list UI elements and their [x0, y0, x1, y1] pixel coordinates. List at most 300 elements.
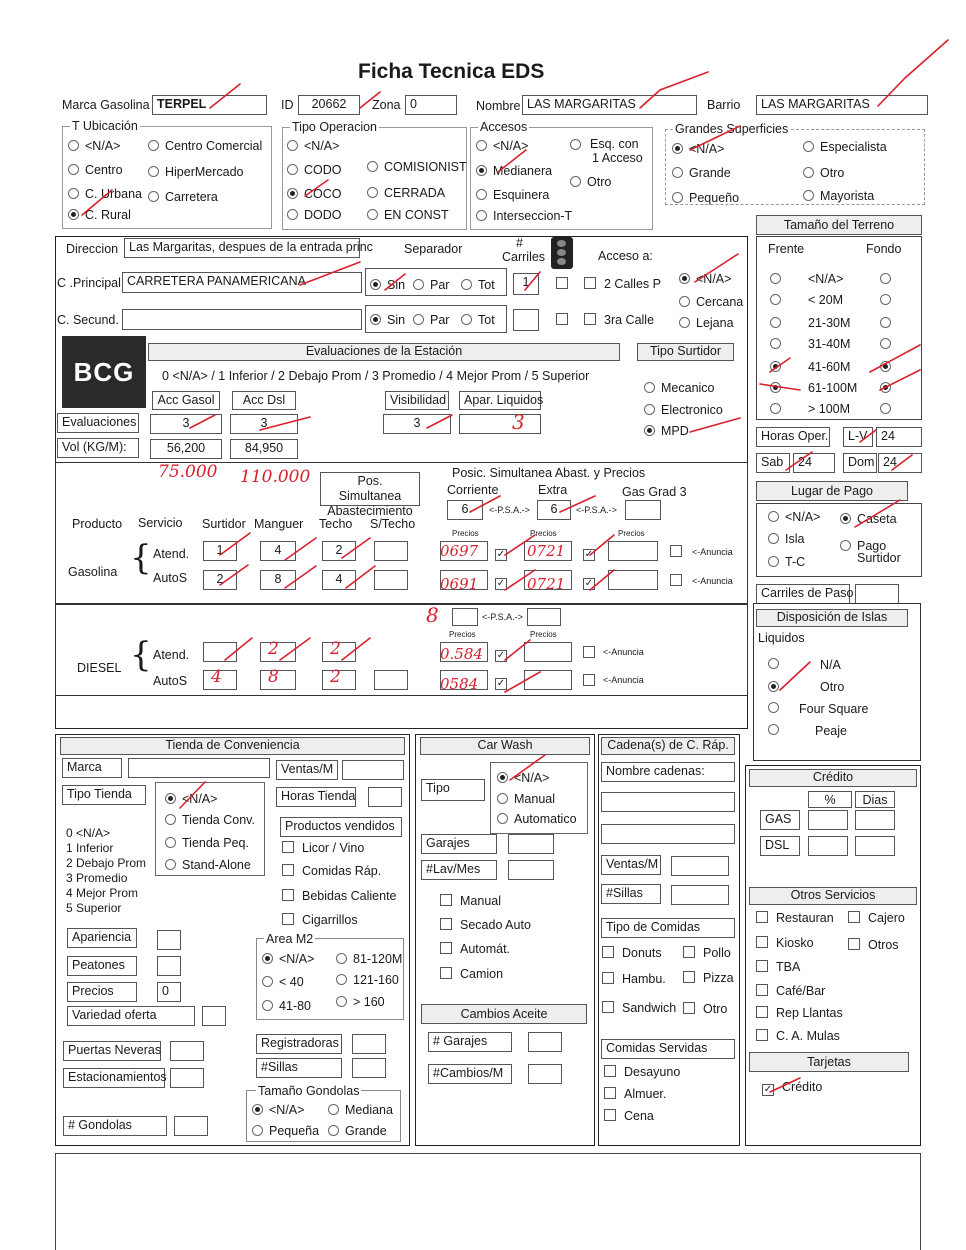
tipo-comidas-label: Tipo de Comidas — [601, 918, 735, 938]
visibilidad-header: Visibilidad — [385, 391, 449, 410]
surtidor-mecanico-radio[interactable]: Mecanico — [644, 381, 715, 395]
puertas-field[interactable] — [170, 1041, 204, 1061]
cambios-garajes-label: # Garajes — [428, 1032, 512, 1052]
gas-atend-manguer-field[interactable]: 4 — [260, 541, 296, 561]
calle-principal-label: C .Principal — [57, 276, 121, 290]
corriente-psa-label: <-P.S.A.-> — [489, 505, 530, 515]
tienda-na-radio[interactable]: <N/A> — [165, 792, 217, 806]
carriles-principal-field[interactable]: 1 — [513, 273, 539, 295]
acc-dsl-field[interactable]: 3 — [230, 414, 298, 434]
terreno-size-label: 61-100M — [808, 381, 858, 395]
area-81-radio[interactable]: 81-120M — [336, 952, 402, 966]
gas-atend-label: Atend. — [153, 547, 190, 561]
apar-liquidos-header: Apar. Liquidos — [459, 391, 541, 410]
peatones-field[interactable] — [157, 956, 181, 976]
precios-tienda-label: Precios — [67, 982, 137, 1002]
gas-autos-manguer-field[interactable]: 8 — [260, 570, 296, 590]
cadena-sillas-label: #Sillas — [601, 884, 661, 904]
direccion-label: Direccion — [66, 242, 119, 256]
gas-atend-anuncia-checkbox-1[interactable]: ✓ — [584, 549, 594, 560]
gondola-mediana-radio[interactable]: Mediana — [328, 1103, 393, 1117]
gondola-pequena-radio[interactable]: Pequeña — [252, 1124, 319, 1138]
tienda-conv-radio[interactable]: Tienda Conv. — [165, 813, 255, 827]
calle-principal-field[interactable]: CARRETERA PANAMERICANA — [122, 272, 362, 293]
id-field[interactable]: 20662 — [298, 95, 360, 115]
superficies-title: Grandes Superficies — [675, 122, 789, 136]
terreno-size-label: > 100M — [808, 402, 851, 416]
carwash-secado-checkbox[interactable]: Secado Auto — [440, 918, 531, 932]
carwash-garajes-label: Garajes — [421, 834, 497, 854]
cambios-count-field[interactable] — [528, 1064, 562, 1084]
pos-simultanea-box: Pos. Simultanea Abastecimiento — [320, 472, 420, 506]
superficies-grande-radio[interactable]: Grande — [672, 166, 731, 180]
sep-principal-sin-radio[interactable]: Sin — [370, 278, 405, 292]
acceso-na-radio[interactable]: <N/A> — [679, 272, 731, 286]
carwash-na-radio[interactable]: <N/A> — [497, 771, 549, 785]
luz-principal-checkbox[interactable] — [556, 277, 576, 291]
area-na-radio[interactable]: <N/A> — [262, 952, 314, 966]
gas-precio-2: 0721 — [527, 542, 566, 560]
dsl-precios-label-1: Precios — [449, 630, 476, 639]
credito-gas-dias-field[interactable] — [855, 810, 895, 830]
ubicacion-centro-radio[interactable]: Centro — [68, 163, 123, 177]
peatones-label: Peatones — [67, 956, 137, 976]
acceso-a-label: Acceso a: — [598, 249, 653, 263]
tienda-standalone-radio[interactable]: Stand-Alone — [165, 858, 251, 872]
dsl-atend-surtidor-field[interactable] — [203, 642, 237, 662]
accesos-title: Accesos — [480, 120, 528, 134]
dsl-atend-precio2-field[interactable] — [524, 642, 572, 662]
acceso-lejana-radio[interactable]: Lejana — [679, 316, 734, 330]
ubicacion-hiper-radio[interactable]: HiperMercado — [148, 165, 244, 179]
carwash-garajes-field[interactable] — [508, 834, 554, 854]
area-160-radio[interactable]: > 160 — [336, 995, 385, 1009]
islas-na-radio[interactable] — [768, 657, 785, 671]
carwash-camion-checkbox[interactable]: Camion — [440, 967, 503, 981]
tba-checkbox[interactable]: TBA — [756, 960, 800, 974]
tienda-title: Tienda de Conveniencia — [60, 737, 405, 755]
apar-liquidos-field[interactable] — [459, 414, 541, 434]
cafe-bar-checkbox[interactable]: Café/Bar — [756, 984, 825, 998]
producto-header: Producto — [72, 517, 123, 531]
gasgrad-psa-field[interactable] — [625, 500, 661, 520]
operacion-dodo-radio[interactable]: DODO — [287, 208, 342, 222]
superficies-na-radio[interactable]: <N/A> — [672, 142, 724, 156]
pago-caseta-radio[interactable]: Caseta — [840, 512, 897, 526]
estac-field[interactable] — [170, 1068, 204, 1088]
gas-atend-stecho-field[interactable] — [374, 541, 408, 561]
anuncia-label: <-Anuncia — [692, 547, 733, 557]
operacion-title: Tipo Operacion — [292, 120, 377, 134]
gondolas-field[interactable] — [174, 1116, 208, 1136]
nombre-label: Nombre — [476, 99, 521, 113]
credito-dsl-dias-field[interactable] — [855, 836, 895, 856]
tienda-ventas-label: Ventas/M — [276, 760, 338, 780]
fondo-radio-3[interactable] — [880, 337, 897, 351]
nombre-field[interactable]: LAS MARGARITAS — [522, 95, 697, 115]
cena-checkbox[interactable]: Cena — [604, 1109, 654, 1123]
evaluaciones-row-label: Evaluaciones — [57, 413, 139, 433]
operacion-cerrada-radio[interactable]: CERRADA — [367, 186, 445, 200]
ca-mulas-checkbox[interactable]: C. A. Mulas — [756, 1029, 840, 1043]
tarjeta-credito-checkbox[interactable]: ✓ Crédito — [763, 1080, 823, 1095]
tarjetas-title: Tarjetas — [749, 1052, 909, 1072]
ubicacion-carretera-radio[interactable]: Carretera — [148, 190, 218, 204]
dsl-autos-manguer-field-handwritten: 8 — [268, 667, 279, 687]
otros-checkbox[interactable]: Otros — [848, 938, 899, 952]
apariencia-label: Apariencia — [67, 928, 137, 948]
vol-gasol-handwritten: 75.000 — [158, 462, 218, 482]
bcg-logo: BCG — [62, 336, 146, 408]
credito-dsl-label: DSL — [760, 836, 800, 856]
operacion-codo-radio[interactable]: CODO — [287, 163, 342, 177]
dos-calles-checkbox[interactable]: 2 Calles P — [584, 277, 661, 291]
vol-label: Vol (KG/M): — [57, 438, 139, 458]
luz-secund-checkbox[interactable] — [556, 313, 576, 327]
marca-field[interactable]: TERPEL — [152, 95, 267, 115]
cadena-ventas-label: Ventas/M — [601, 855, 661, 875]
dsl-precio-1: 0.584 — [440, 645, 483, 663]
extra-psa-field[interactable]: 6 — [537, 500, 571, 520]
gas-atend-techo-field[interactable]: 2 — [322, 541, 356, 561]
acc-dsl-header: Acc Dsl — [232, 391, 296, 410]
ubicacion-na-radio[interactable]: <N/A> — [68, 139, 120, 153]
dsl-anuncia-checkbox-0[interactable]: ✓ — [496, 650, 506, 661]
sab-field[interactable]: 24 — [793, 453, 835, 473]
operacion-coco-radio[interactable]: COCO — [287, 187, 342, 201]
manguer-header: Manguer — [254, 517, 304, 531]
gas-precio-1: 0697 — [440, 542, 479, 560]
gas-autos-precio-grad3-field[interactable] — [608, 570, 658, 590]
fondo-radio-6[interactable] — [880, 402, 897, 416]
gas-autos-anuncia-checkbox-0[interactable]: ✓ — [496, 578, 506, 589]
extra-psa-label: <-P.S.A.-> — [576, 505, 617, 515]
ubicacion-urbana-radio[interactable]: C. Urbana — [68, 187, 142, 201]
dom-field[interactable]: 24 — [878, 453, 922, 473]
apar-liquidos-handwritten: 3 — [512, 410, 525, 434]
surtidor-mpd-radio[interactable]: MPD — [644, 424, 689, 438]
terreno-title: Tamaño del Terreno — [756, 215, 922, 235]
posic-title: Posic. Simultanea Abast. y Precios — [452, 466, 646, 480]
islas-peaje-label: Peaje — [815, 724, 847, 738]
area-title: Area M2 — [266, 932, 314, 946]
acc-gasol-header: Acc Gasol — [152, 391, 220, 410]
lv-label: L-V — [843, 427, 873, 447]
separador-title: Separador — [404, 242, 463, 256]
gas-autos-anuncia-checkbox-1[interactable]: ✓ — [584, 578, 594, 589]
licor-checkbox[interactable]: Licor / Vino — [282, 841, 364, 855]
diesel-brace: { — [130, 635, 152, 675]
page-title: Ficha Tecnica EDS — [358, 60, 545, 83]
dsl-anuncia-checkbox-1[interactable] — [583, 646, 603, 660]
terreno-size-label: 21-30M — [808, 316, 851, 330]
sep-secund-sin-radio[interactable]: Sin — [370, 313, 405, 327]
cadena-sillas-field[interactable] — [671, 885, 729, 905]
credito-title: Crédito — [749, 769, 917, 787]
nombre-cadenas-label: Nombre cadenas: — [601, 762, 735, 782]
gas-autos-techo-field[interactable]: 4 — [322, 570, 356, 590]
barrio-label: Barrio — [707, 98, 741, 112]
gas-autos-stecho-field[interactable] — [374, 570, 408, 590]
cadena-title: Cadena(s) de C. Ráp. — [601, 737, 735, 755]
horas-tienda-label: Horas Tienda — [276, 787, 356, 807]
pizza-checkbox[interactable]: Pizza — [683, 971, 734, 985]
area-41-radio[interactable]: 41-80 — [262, 999, 311, 1013]
cadena-ventas-field[interactable] — [671, 856, 729, 876]
dsl-anuncia-label: <-Anuncia — [603, 647, 644, 657]
accesos-interseccion-radio[interactable]: Interseccion-T — [476, 209, 572, 223]
extra-label: Extra — [538, 483, 568, 497]
accesos-esquinera-radio[interactable]: Esquinera — [476, 188, 549, 202]
zona-field[interactable]: 0 — [405, 95, 457, 115]
pago-tc-radio[interactable]: T-C — [768, 555, 805, 569]
dsl-anuncia-checkbox-2[interactable]: ✓ — [496, 678, 506, 689]
pago-na-radio[interactable]: <N/A> — [768, 510, 820, 524]
dsl-autos-surtidor-field-handwritten: 4 — [211, 667, 222, 687]
terreno-size-label: <N/A> — [808, 272, 844, 286]
donuts-checkbox[interactable]: Donuts — [602, 946, 662, 960]
carwash-title: Car Wash — [420, 737, 590, 755]
tipo-tienda-label: Tipo Tienda — [62, 785, 146, 805]
superficies-especialista-radio[interactable]: Especialista — [803, 140, 887, 154]
gondola-na-radio[interactable]: <N/A> — [252, 1103, 304, 1117]
pago-isla-radio[interactable]: Isla — [768, 532, 804, 546]
pago-title: Lugar de Pago — [756, 481, 908, 501]
nombre-cadenas-field-1[interactable] — [601, 792, 735, 812]
ubicacion-cc-radio[interactable]: Centro Comercial — [148, 139, 262, 153]
sillas-field[interactable] — [352, 1058, 386, 1078]
fondo-radio-4[interactable] — [880, 360, 897, 374]
ubicacion-title: T Ubicación — [72, 119, 138, 133]
anuncia-label: <-Anuncia — [692, 576, 733, 586]
carwash-manual-radio[interactable]: Manual — [497, 792, 555, 806]
dsl-autos-stecho-field[interactable] — [374, 670, 408, 690]
desayuno-checkbox[interactable]: Desayuno — [604, 1065, 680, 1079]
pago-surtidor-label: Surtidor — [857, 551, 901, 565]
variedad-label: Variedad oferta — [67, 1006, 195, 1026]
dsl-anuncia-label: <-Anuncia — [603, 675, 644, 685]
carriles-label: Carriles — [502, 250, 546, 264]
dsl-precio-2: 0584 — [440, 675, 479, 693]
area-121-radio[interactable]: 121-160 — [336, 973, 399, 987]
sillas-label: #Sillas — [256, 1058, 342, 1078]
accesos-otro-radio[interactable]: Otro — [570, 175, 611, 189]
acceso-cercana-radio[interactable]: Cercana — [679, 295, 743, 309]
superficies-mayorista-radio[interactable]: Mayorista — [803, 189, 874, 203]
stecho-header: S/Techo — [370, 517, 416, 531]
carwash-lav-label: #Lav/Mes — [421, 860, 497, 880]
otro-comida-checkbox[interactable]: Otro — [683, 1002, 727, 1016]
islas-peaje-radio[interactable] — [768, 723, 785, 737]
accesos-1acceso-label: 1 Acceso — [592, 151, 643, 165]
corriente-label: Corriente — [447, 483, 499, 497]
credito-gas-pct-field[interactable] — [808, 810, 848, 830]
dsl-atend-label: Atend. — [153, 648, 190, 662]
corriente-psa-field[interactable]: 6 — [447, 500, 483, 520]
variedad-field[interactable] — [202, 1006, 226, 1026]
gasolina-label: Gasolina — [68, 565, 118, 579]
frente-radio-5[interactable] — [770, 381, 787, 395]
carwash-automat-checkbox[interactable]: Automát. — [440, 942, 510, 956]
gas-autos-surtidor-field[interactable]: 2 — [203, 570, 237, 590]
registradoras-field[interactable] — [352, 1034, 386, 1054]
evaluaciones-title: Evaluaciones de la Estación — [148, 343, 620, 361]
precios-label-3: Precios — [618, 529, 645, 538]
restauran-checkbox[interactable]: Restauran — [756, 911, 834, 925]
islas-otro-label: Otro — [820, 680, 845, 694]
vol-dsl-field[interactable]: 84,950 — [230, 439, 298, 459]
dsl-atend-techo-field-handwritten: 2 — [330, 639, 341, 659]
islas-four-label: Four Square — [799, 702, 869, 716]
frente-radio-4[interactable] — [770, 360, 787, 374]
frente-radio-2[interactable] — [770, 316, 787, 330]
dsl-atend-manguer-field-handwritten: 2 — [268, 639, 279, 659]
gas-atend-anuncia-checkbox-0[interactable]: ✓ — [496, 549, 506, 560]
kiosko-checkbox[interactable]: Kiosko — [756, 936, 814, 950]
cigarrillos-checkbox[interactable]: Cigarrillos — [282, 913, 358, 927]
credito-pct-header: % — [808, 791, 852, 808]
sab-label: Sab — [756, 453, 790, 473]
carriles-secund-field[interactable] — [513, 309, 539, 331]
vol-dsl-handwritten: 110.000 — [240, 467, 311, 487]
dsl-precios-label-2: Precios — [530, 630, 557, 639]
precios-label-1: Precios — [452, 529, 479, 538]
frente-radio-6[interactable] — [770, 402, 787, 416]
observaciones-area[interactable] — [55, 1153, 921, 1250]
gondolas-label: # Gondolas — [63, 1116, 167, 1136]
accesos-medianera-radio[interactable]: Medianera — [476, 164, 552, 178]
islas-four-radio[interactable] — [768, 701, 785, 715]
almuer-checkbox[interactable]: Almuer. — [604, 1087, 666, 1101]
surtidor-electronico-radio[interactable]: Electronico — [644, 403, 723, 417]
estac-label: Estacionamientos — [63, 1068, 165, 1088]
nombre-cadenas-field-2[interactable] — [601, 824, 735, 844]
techo-header: Techo — [319, 517, 353, 531]
productos-vendidos-label: Productos vendidos — [280, 817, 402, 837]
tercera-calle-checkbox[interactable]: 3ra Calle — [584, 313, 654, 327]
accesos-esq-label: Esq. con — [590, 137, 639, 151]
frente-radio-3[interactable] — [770, 337, 787, 351]
gas-autos-label: AutoS — [153, 571, 188, 585]
visibilidad-field[interactable]: 3 — [383, 414, 451, 434]
carwash-tipo-label: Tipo — [421, 779, 485, 801]
carwash-lav-field[interactable] — [508, 860, 554, 880]
sep-principal-tot-radio[interactable]: Tot — [461, 278, 495, 292]
comidas-servidas-label: Comidas Servidas — [601, 1039, 735, 1059]
cambios-garajes-field[interactable] — [528, 1032, 562, 1052]
fondo-radio-0[interactable] — [880, 272, 897, 286]
sandwich-checkbox[interactable]: Sandwich — [602, 1001, 676, 1015]
barrio-field[interactable]: LAS MARGARITAS — [756, 95, 928, 115]
rep-llantas-checkbox[interactable]: Rep Llantas — [756, 1006, 843, 1020]
id-label: ID — [281, 98, 294, 112]
fondo-radio-5[interactable] — [880, 381, 897, 395]
surtidor-header: Surtidor — [202, 517, 246, 531]
acc-gasol-field[interactable]: 3 — [150, 414, 222, 434]
traffic-light-icon — [551, 237, 573, 269]
gas-atend-precio-grad3-field[interactable] — [608, 541, 658, 561]
sep-secund-par-radio[interactable]: Par — [413, 313, 449, 327]
cajero-checkbox[interactable]: Cajero — [848, 911, 905, 925]
accesos-esq-radio[interactable] — [570, 138, 587, 152]
marca-label: Marca Gasolina — [62, 98, 150, 112]
gas-grad-label: Gas Grad 3 — [622, 485, 687, 499]
gas-atend-anuncia-checkbox-2[interactable] — [670, 545, 690, 559]
surtidor-title: Tipo Surtidor — [637, 343, 734, 361]
operacion-na-radio[interactable]: <N/A> — [287, 139, 339, 153]
frente-label: Frente — [768, 242, 805, 256]
islas-otro-radio[interactable] — [768, 680, 785, 694]
vol-gasol-field[interactable]: 56,200 — [150, 439, 222, 459]
frente-radio-0[interactable] — [770, 272, 787, 286]
carwash-manual-checkbox[interactable]: Manual — [440, 894, 501, 908]
gas-atend-surtidor-field[interactable]: 1 — [203, 541, 237, 561]
fondo-label: Fondo — [866, 242, 902, 256]
precios-tienda-field[interactable]: 0 — [157, 982, 181, 1002]
accesos-na-radio[interactable]: <N/A> — [476, 139, 528, 153]
diesel-psa-field-2[interactable] — [527, 608, 561, 626]
operacion-enconst-radio[interactable]: EN CONST — [367, 208, 449, 222]
apariencia-field[interactable] — [157, 930, 181, 950]
pollo-checkbox[interactable]: Pollo — [683, 946, 731, 960]
calle-secund-field[interactable] — [122, 309, 362, 330]
gas-precio-3: 0691 — [440, 575, 479, 593]
terreno-size-label: 31-40M — [808, 337, 851, 351]
diesel-hand-8: 8 — [426, 603, 439, 627]
islas-na-label: N/A — [820, 658, 841, 672]
credito-dsl-pct-field[interactable] — [808, 836, 848, 856]
frente-radio-1[interactable] — [770, 293, 787, 307]
diesel-psa-label: <-P.S.A.-> — [482, 612, 523, 622]
credito-gas-label: GAS — [760, 810, 800, 830]
area-40-radio[interactable]: < 40 — [262, 975, 304, 989]
sep-principal-par-radio[interactable]: Par — [413, 278, 449, 292]
fondo-radio-1[interactable] — [880, 293, 897, 307]
credito-dias-header: Dias — [855, 791, 895, 808]
direccion-field[interactable]: Las Margaritas, despues de la entrada princ — [124, 238, 360, 258]
dsl-autos-precio2-field[interactable] — [524, 670, 572, 690]
dsl-anuncia-checkbox-3[interactable] — [583, 674, 603, 688]
superficies-pequeno-radio[interactable]: Pequeño — [672, 191, 739, 205]
tienda-ventas-field[interactable] — [342, 760, 404, 780]
carriles-paso-field[interactable] — [855, 584, 899, 604]
sep-secund-tot-radio[interactable]: Tot — [461, 313, 495, 327]
comidas-checkbox[interactable]: Comidas Ráp. — [282, 864, 381, 878]
operacion-comisionist-radio[interactable]: COMISIONIST — [367, 160, 467, 174]
dsl-autos-techo-field-handwritten: 2 — [330, 667, 341, 687]
carwash-auto-radio[interactable]: Automatico — [497, 812, 577, 826]
fondo-radio-2[interactable] — [880, 316, 897, 330]
superficies-otro-radio[interactable]: Otro — [803, 166, 844, 180]
hambu-checkbox[interactable]: Hambu. — [602, 972, 666, 986]
ubicacion-rural-radio[interactable]: C. Rural — [68, 208, 131, 222]
precios-label-2: Precios — [530, 529, 557, 538]
registradoras-label: Registradoras — [256, 1034, 342, 1054]
disposicion-title: Disposición de Islas — [756, 609, 908, 627]
diesel-psa-field[interactable] — [452, 608, 478, 626]
tienda-marca-field[interactable] — [128, 758, 270, 778]
gas-autos-anuncia-checkbox-2[interactable] — [670, 574, 690, 588]
lv-field[interactable]: 24 — [876, 427, 922, 447]
gondola-grande-radio[interactable]: Grande — [328, 1124, 387, 1138]
bebidas-checkbox[interactable]: Bebidas Caliente — [282, 889, 397, 903]
evaluaciones-scale: 0 <N/A> / 1 Inferior / 2 Debajo Prom / 3 Promedio / 4 Mejor Prom / 5 Superior — [162, 369, 590, 383]
tienda-peq-radio[interactable]: Tienda Peq. — [165, 836, 249, 850]
horas-tienda-field[interactable] — [368, 787, 402, 807]
carriles-paso-label: Carriles de Paso — [756, 584, 850, 604]
puertas-label: Puertas Neveras — [63, 1041, 161, 1061]
pago-surtidor-radio[interactable]: Pago — [840, 539, 886, 553]
